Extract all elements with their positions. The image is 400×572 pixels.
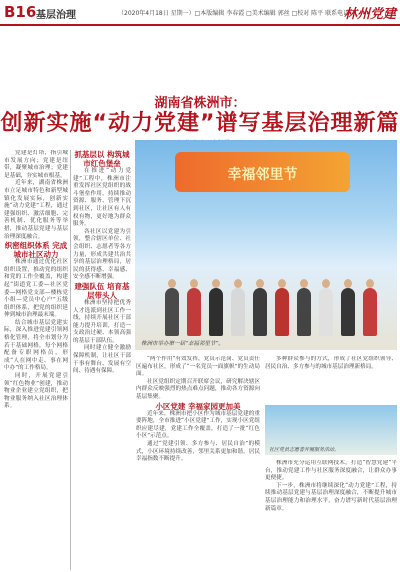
- article-column-4: [265, 356, 397, 402]
- paragraph: 党建是灯塔，指引城市发展方向；党建是纽带，凝聚城市治理；党建是基础，夯实城市根基。: [4, 150, 68, 179]
- paragraph: “两个作用”有效发挥，党员示范岗、党员责任区遍布社区，形成了“一名党员一面旗帜”的生动局面。: [136, 356, 260, 378]
- paragraph: 结合城市基层党建实际，深入推进党建引领网格化管理，将全市划分为若干基础网格，每个网格配备专职网格员，形成“人在网中走、事在网中办”的工作格局。: [4, 319, 68, 372]
- article-column-4-continued: [265, 460, 397, 570]
- paragraph: 同时，开展党建引领“红色物业”创建，推动物业企业建立党组织，把物业服务纳入社区治理体系。: [4, 373, 68, 410]
- paragraph: 通过“党建引领、多方参与、居民自治”的模式，小区环境持续改善，邻里关系更加和谐，居民幸福指数不断提升。: [136, 440, 260, 463]
- paragraph: 在推进“动力党建”工程中，株洲市注重发挥社区党组织的战斗堡垒作用，持续推动资源、服务、管理下沉到社区，让社区有人有权有物，更好地为群众服务。: [73, 168, 131, 228]
- person-figure: [319, 288, 333, 336]
- headline: 创新实施“动力党建”谱写基层治理新篇: [0, 111, 400, 136]
- paragraph: 社区党组织定期召开联席会议，研究解决辖区内群众反映强烈的热点难点问题，推动各方资源向基层集聚。: [136, 378, 260, 400]
- person-figure: [253, 288, 267, 336]
- event-banner: [175, 152, 350, 192]
- person-figure: [297, 288, 311, 336]
- photo-caption: 株洲市举办第一届“幸福邻里节”。: [141, 341, 224, 347]
- article-column-2: [73, 150, 131, 570]
- paragraph: 同时建立健全激励保障机制，让社区干部干事有舞台、发展有空间、待遇有保障。: [73, 345, 131, 375]
- subheading: 建强队伍 培育基层带头人: [74, 281, 130, 300]
- paragraph: 近年来，株洲市把小区作为城市基层党建的重要阵地，全市推进“小区党建”工作，实现小区党组织应建尽建，党建工作全覆盖，打造了一批“红色小区”示范点。: [136, 410, 260, 440]
- kicker: 湖南省株洲市：: [154, 96, 246, 111]
- event-photo: [135, 140, 397, 350]
- person-figure: [209, 288, 223, 336]
- paragraph: 株洲市通过优化社区组织设置，推动党的组织和党的工作全覆盖，构建起“街道党工委—社区党委—网格党支部—楼栋党小组—党员中心户”五级组织体系，把党的组织延伸到城市治理最末端。: [4, 259, 68, 319]
- subheading: 织密组织体系 完成城市社区动力: [4, 241, 68, 260]
- article-column-3: [136, 356, 260, 570]
- paragraph: 株洲市坚持把优秀人才选派到社区工作一线，持续开展社区干部能力提升培训，打造一支政治过硬、本领高强的基层干部队伍。: [73, 299, 131, 344]
- photo-caption: 社区党员志愿者开展服务活动。: [269, 447, 340, 453]
- paragraph: 多种群众参与的方式，形成了社区党组织领导、居民自治、多方参与的城市基层治理新格局。: [265, 356, 397, 370]
- article-column-1: [4, 150, 68, 570]
- person-figure: [231, 288, 245, 336]
- column-divider: [70, 150, 71, 570]
- person-figure: [363, 288, 377, 336]
- person-figure: [165, 288, 179, 336]
- paragraph: 株洲市充分运用互联网技术，打造“智慧党建”平台，推动党建工作与社区服务深度融合，让群众办事更便捷。: [265, 460, 397, 482]
- page-number: B16: [4, 3, 37, 21]
- section-title: 基层治理: [36, 10, 76, 21]
- page-header: [0, 0, 400, 26]
- masthead-logo: 林州党建: [343, 7, 396, 22]
- person-figure: [187, 288, 201, 336]
- paragraph: 近年来，湖南省株洲市立足城市特色和新型城镇化发展实际，创新实施“动力党建”工程，通过建强组织、激活细胞、完善机制、优化服务等举措，推动基层党建与基层治理深度融合。: [4, 180, 68, 240]
- subheading: 抓基层以 构筑城市红色堡垒: [74, 150, 130, 168]
- issue-meta: （2020年4月18日 星期一）□本版编辑 李春霞 □美术编辑 郭丝 □校对 陈平 联系电话：: [118, 10, 356, 17]
- secondary-photo: [265, 405, 397, 455]
- paragraph: 各社区以党建为引领，整合辖区单位、社会组织、志愿者等各方力量，形成共建共治共享的基层治理格局，居民的获得感、幸福感、安全感不断增强。: [73, 228, 131, 281]
- banner-text: 幸福邻里节: [227, 167, 298, 183]
- person-figure: [341, 288, 355, 336]
- subheading: 小区党建 幸福家园更加美: [155, 401, 241, 411]
- paragraph: 下一步，株洲市将继续深化“动力党建”工程，持续推动基层党建与基层治理深度融合，不断提升城市基层治理能力和治理水平，奋力谱写新时代基层治理新篇章。: [265, 482, 397, 512]
- person-figure: [275, 288, 289, 336]
